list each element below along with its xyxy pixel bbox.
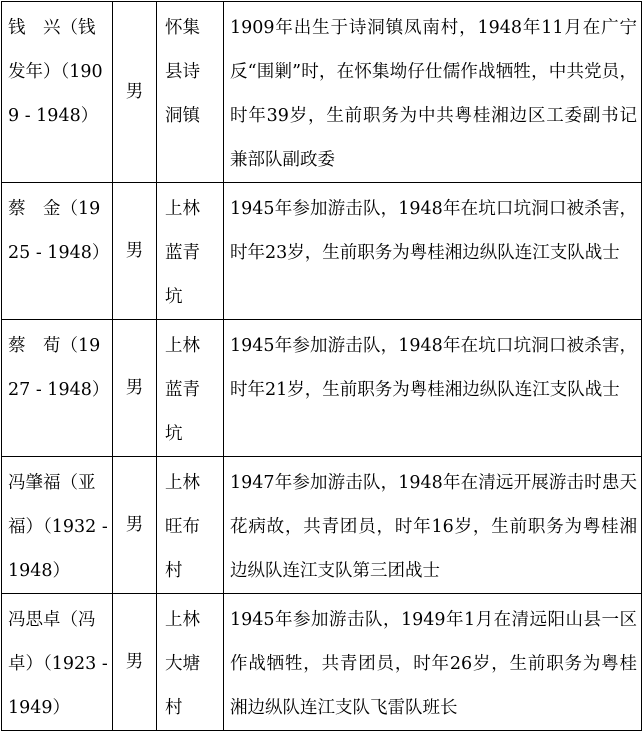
- table-row: [2, 457, 642, 594]
- gender-cell: 男: [113, 2, 157, 183]
- gender-cell: 男: [113, 457, 157, 594]
- name-cell: 冯肇福（亚福）（1932 - 1948）: [2, 457, 113, 594]
- name-cell: 蔡 金（1925 - 1948）: [2, 183, 113, 320]
- table-row: [2, 2, 642, 183]
- gender-cell: 男: [113, 183, 157, 320]
- place-cell: 上林大塘村: [157, 594, 224, 731]
- name-cell: 蔡 荀（1927 - 1948）: [2, 320, 113, 457]
- place-cell: 上林蓝青坑: [157, 320, 224, 457]
- gender-cell: 男: [113, 320, 157, 457]
- place-cell: 上林蓝青坑: [157, 183, 224, 320]
- table-row: [2, 183, 642, 320]
- description-cell: 1945年参加游击队，1949年1月在清远阳山县一区作战牺牲，共青团员，时年26岁，生前职务为粤桂湘边纵队连江支队飞雷队班长: [224, 594, 642, 731]
- description-cell: 1947年参加游击队，1948年在清远开展游击时患天花病故，共青团员，时年16岁，生前职务为粤桂湘边纵队连江支队第三团战士: [224, 457, 642, 594]
- name-cell: 冯思卓（冯卓）（1923 - 1949）: [2, 594, 113, 731]
- place-cell: 上林旺布村: [157, 457, 224, 594]
- martyrs-table: [1, 1, 642, 731]
- gender-cell: 男: [113, 594, 157, 731]
- place-cell: 怀集县诗洞镇: [157, 2, 224, 183]
- name-cell: 钱 兴（钱发年）（1909 - 1948）: [2, 2, 113, 183]
- table-row: [2, 594, 642, 731]
- description-cell: 1945年参加游击队，1948年在坑口坑洞口被杀害，时年23岁，生前职务为粤桂湘边纵队连江支队战士: [224, 183, 642, 320]
- table-row: [2, 320, 642, 457]
- description-cell: 1945年参加游击队，1948年在坑口坑洞口被杀害，时年21岁，生前职务为粤桂湘边纵队连江支队战士: [224, 320, 642, 457]
- description-cell: 1909年出生于诗洞镇凤南村，1948年11月在广宁反“围剿”时，在怀集坳仔仕儒作战牺牲，中共党员，时年39岁，生前职务为中共粤桂湘边区工委副书记兼部队副政委: [224, 2, 642, 183]
